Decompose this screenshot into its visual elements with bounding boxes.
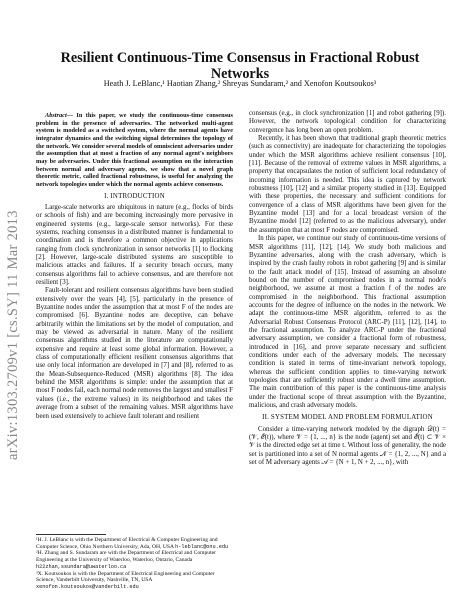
footnote: ²H. Zhang and S. Sundaram are with the Department of Electrical and Computer Engineering at the University of Waterloo, Waterloo, Ontario, Canada h22zhan,ssundara@uwaterloo.ca — [36, 550, 216, 570]
left-column — [36, 112, 233, 421]
footnote: ³X. Koutsoukos is with the Department of Electrical Engineering and Computer Science, Vanderbilt University, Nashville, TN, USA xenofon.koutsoukos@vanderbilt.edu — [36, 570, 215, 590]
footnotes — [36, 534, 233, 591]
paragraph: consensus (e.g., in clock synchronization [1] and robot gathering [9]). However, the network topological condition for characterizing convergence has long been an open problem. — [249, 110, 446, 134]
paragraph: Fault-tolerant and resilient consensus algorithms have been studied extensively over the years [4], [5], particularly in the presence of Byzantine nodes under the assumption that at most F of the nodes are compromised [6]. Byzantine nodes are deceptive, can behave arbitrarily within the limitations set by the model of computation, and may be viewed as adversarial in nature. Many of the resilient consensus algorithms studied in the literature are computationally expensive and require at least some global information. However, a class of computationally efficient resilient consensus algorithms that use only local information are developed in [7] and [8], referred to as the Mean-Subsequence-Reduced (MSR) algorithms [8]. The idea behind the MSR algorithms is simple: under the assumption that at most F nodes fail, each normal node removes the largest and smallest F values (i.e., the extreme values) in its neighborhood and takes the average from a subset of the remaining values. MSR algorithms have been used extensively to achieve fault tolerant and resilient — [36, 287, 233, 420]
footnote-email: xenofon.koutsoukos@vanderbilt.edu — [36, 583, 139, 590]
footnote-email: h-leblanc@onu.edu — [175, 543, 229, 550]
abstract — [36, 112, 233, 189]
section-heading-system-model: II. SYSTEM MODEL AND PROBLEM FORMULATION — [262, 414, 433, 422]
paragraph: In this paper, we continue our study of continuous-time versions of MSR algorithms [11], [12], [14]. We study both malicious and Byzantine adversaries, along with the crash adversary, which is inspired by the crash faulty robots in robot gathering [9] and is similar to the fault attack model of [15]. Instead of assuming an absolute bound on the number of compromised nodes in a normal node's neighborhood, we assume at most a fraction f of the nodes are compromised in the neighborhood. This fractional assumption accounts for the degree of influence on the nodes in the network. We adapt the continuous-time MSR algorithm, referred to as the Adversarial Robust Consensus Protocol (ARC-P) [11], [12], [14], to the fractional assumption. To analyze ARC-P under the fractional adversary assumption, we consider a fractional form of robustness, introduced in [16], and prove separate necessary and sufficient conditions under each of the adversary models. The necessary condition is stated in terms of time-invariant network topology, whereas the sufficient condition applies to time-varying network topologies that are sufficiently robust under a dwell time assumption. The main contribution of this paper is the continuous-time analysis under the fractional scope of threat assumption with the Byzantine, malicious, and crash adversary models. — [249, 235, 446, 410]
section-heading-introduction: I. INTRODUCTION — [104, 192, 165, 200]
paragraph: Recently, it has been shown that traditional graph theoretic metrics (such as connectivity) are inadequate for characterizing the topologies under which the MSR algorithms achieve resilient consensus [10], [11]. Because of the removal of extreme values in MSR algorithms, a property that encapsulates the notion of sufficient local redundancy of incoming information is needed. This idea is captured by network robustness [10], [12] and a similar property studied in [13]. Equipped with these properties, the necessary and sufficient conditions for convergence of a class of MSR algorithms have been given for the Byzantine model [13] and for a local broadcast version of the Byzantine model [12] (referred to as the malicious adversary), under the assumption that at most F nodes are compromised. — [249, 135, 446, 234]
abstract-text: — In this paper, we study the continuous-time consensus problem in the presence of adversaries. The networked multi-agent system is modeled as a switched system, where the normal agents have integrator dynamics and the switching signal determines the topology of the network. We consider several models of omniscient adversaries under the assumption that at most a fraction of any normal agent's neighbors may be adversaries. Under this fractional assumption on the interaction between normal and adversary agents, we show that a novel graph theoretic metric, called fractional robustness, is useful for analyzing the network topologies under which the normal agents achieve consensus. — [36, 112, 233, 188]
paragraph: Large-scale networks are ubiquitous in nature (e.g., flocks of birds or schools of fish) and are becoming increasingly more pervasive in engineered systems (e.g., large-scale sensor networks). For these systems, reaching consensus in a distributed manner is fundamental to coordination and is therefore a common objective in applications ranging from clock synchronization in sensor networks [1] to flocking [2]. However, large-scale distributed systems are susceptible to malicious attacks and failures. If a security breach occurs, many consensus algorithms fail to achieve consensus, and are therefore not resilient [3]. — [36, 203, 233, 286]
footnote-email: h22zhan,ssundara@uwaterloo.ca — [36, 563, 127, 570]
abstract-lead: Abstract — [45, 112, 67, 119]
right-column — [249, 110, 446, 467]
author-list: Heath J. LeBlanc,¹ Haotian Zhang,² Shreyas Sundaram,² and Xenofon Koutsoukos³ — [103, 79, 377, 88]
paper-title: Resilient Continuous-Time Consensus in Fractional Robust Networks — [60, 50, 420, 82]
paragraph: Consider a time-varying network modeled by the digraph 𝒟(t) = (𝒱, ℰ(t)), where 𝒱 = {1, ..., n} is the node (agent) set and ℰ(t) ⊂ 𝒱 × 𝒱 is the directed edge set at time t. Without loss of generality, the node set is partitioned into a set of N normal agents 𝒩 = {1, 2, ..., N} and a set of M adversary agents 𝒜 = {N + 1, N + 2, ..., n}, with — [249, 425, 446, 467]
footnote: ¹H. J. LeBlanc is with the Department of Electrical & Computer Engineering and Computer Science, Ohio Northern University, Ada, OH, USA h-leblanc@onu.edu — [36, 537, 229, 550]
footnote-rule — [36, 534, 106, 535]
arxiv-identifier: arXiv:1303.2709v1 [cs.SY] 11 Mar 2013 — [5, 210, 21, 460]
